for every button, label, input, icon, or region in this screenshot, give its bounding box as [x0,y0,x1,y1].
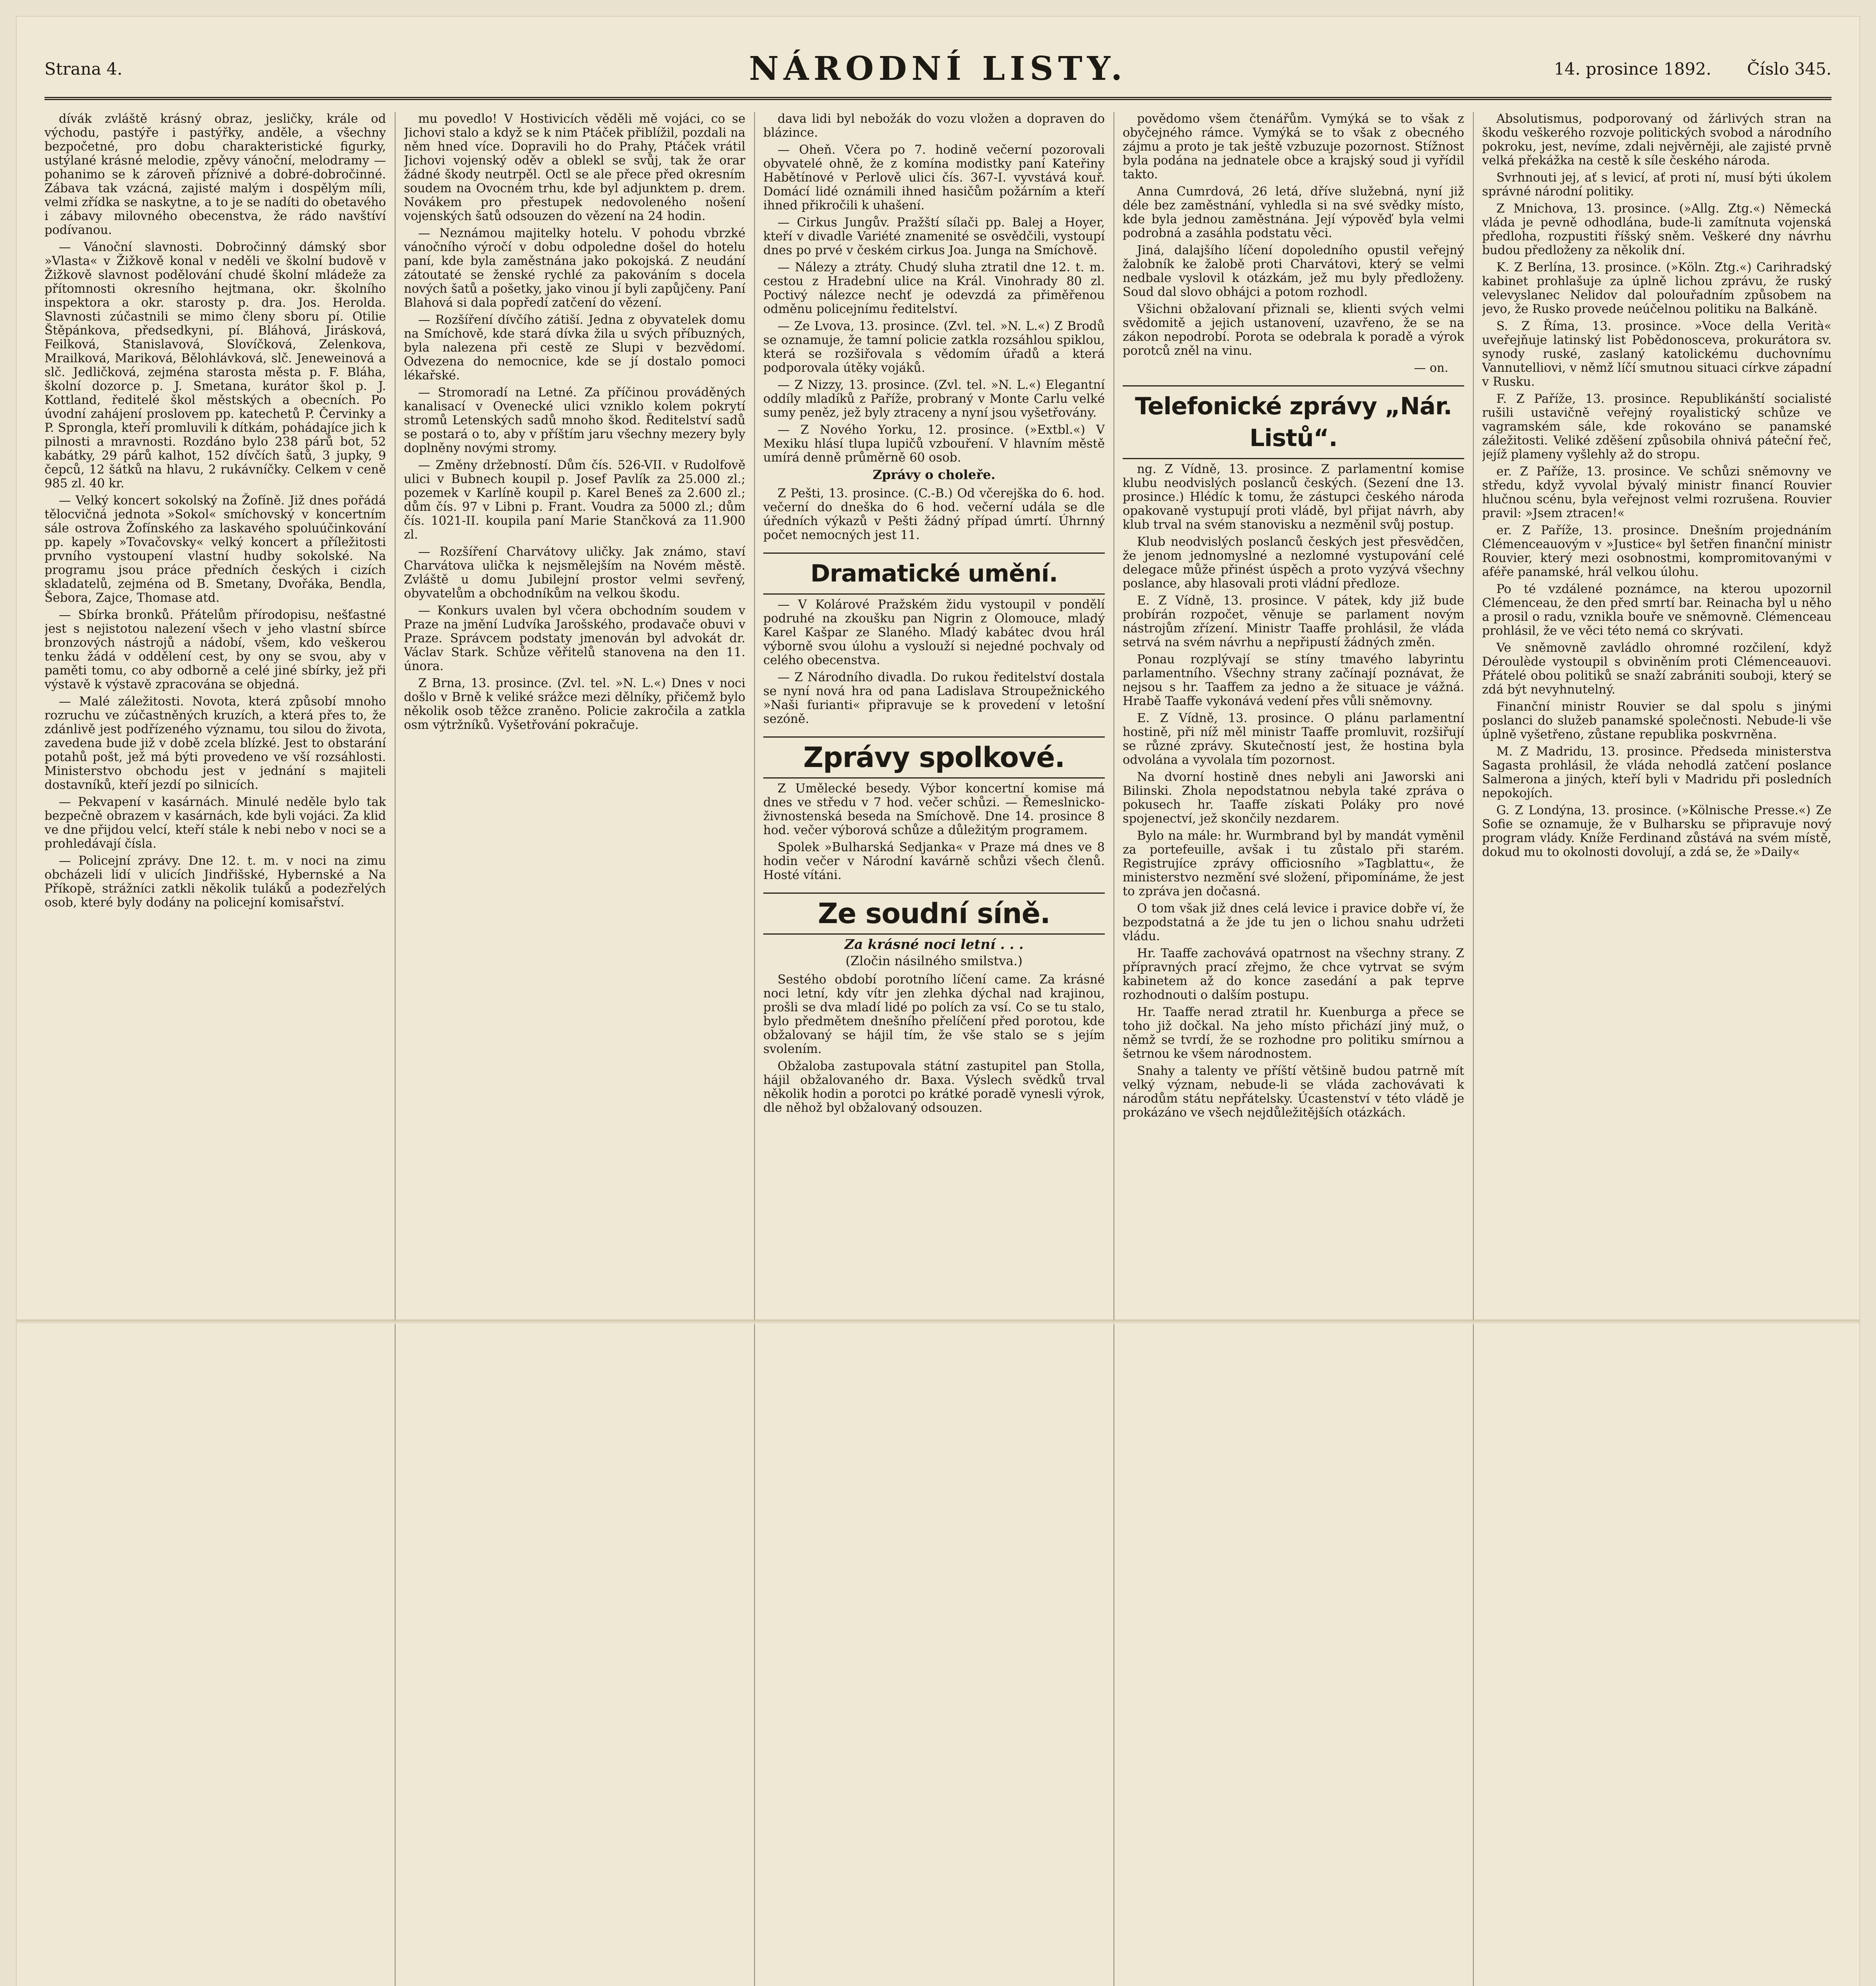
article-paragraph: Po té vzdálené poznámce, na kterou upozornil Clémenceau, že den před smrtí bar. Reinacha byl u něho a prosil o radu, vznikla bouře ve sněmovně. Clémenceau prohlásil, že ve věci této nemá co skrývati. [1482,582,1832,638]
article-subcaption: (Zločin násilného smilstva.) [845,953,1023,968]
article-paragraph: povědomo všem čtenářům. Vymýká se to však z obyčejného rámce. Vymýká se to však z obecného zájmu a proto je tak ještě vzbuzuje pozornost. Stížnost byla podána na jednatele obce a krajský soud ji vyřídil takto. [1123,112,1464,182]
section-heading-clubs: Zprávy spolkové. [763,736,1105,779]
article-paragraph: M. Z Madridu, 13. prosince. Předseda ministerstva Sagasta prohlásil, že vláda nehodlá zatčení poslance Salmerona a jiných, kteří byli v Madridu při posledních nepokojích. [1482,745,1832,800]
section-heading-court: Ze soudní síně. [763,893,1105,935]
article-paragraph: G. Z Londýna, 13. prosince. (»Kölnische Presse.«) Ze Sofie se oznamuje, že v Bulharsku se připravuje nový program vlády. Kníže Ferdinand zůstává na svém místě, dokud mu to okolnosti dovolují, a zdá se, že »Daily« [1482,804,1832,859]
column-rule [395,112,396,1986]
article-paragraph: — V Kolárové Pražském židu vystoupil v pondělí podruhé na zkoušku pan Nigrin z Olomouce, mladý Karel Kašpar ze Slaného. Mladý kabátec dvou hrál výborně svou úlohu a vyslouží si nejedné pochvaly od celého obecenstva. [763,598,1105,667]
article-paragraph: Ponau rozplývají se stíny tmavého labyrintu parlamentního. Všechny strany začínají poznávat, že nejsou s hr. Taaffem za jedno a že situace je vážná. Hrabě Taaffe vykonává vedení přes vůli sněmovny. [1123,653,1464,708]
article-paragraph: Anna Cumrdová, 26 letá, dříve služebná, nyní již déle bez zaměstnání, vyhledla si na své svědky místo, kde byla jednou zaměstnána. Její výpověď byla velmi podrobná a zasáhla podstatu věci. [1123,185,1464,240]
masthead [44,41,1832,100]
article-paragraph: Bylo na mále: hr. Wurmbrand byl by mandát vyměnil za portefeuille, avšak i tu zůstalo při starém. Registrujíce zprávy officiosního »Tagblattu«, že ministerstvo nezmění své složení, připomínáme, že jest to zpráva jen dočasná. [1123,829,1464,898]
article-paragraph: Spolek »Bulharská Sedjanka« v Praze má dnes ve 8 hodin večer v Národní kavárně schůzi všech členů. Hosté vítáni. [763,840,1105,882]
article-paragraph: dava lidi byl nebožák do vozu vložen a dopraven do blázince. [763,112,1105,140]
article-paragraph: Hr. Taaffe nerad ztratil hr. Kuenburga a přece se toho již dočkal. Na jeho místo přichází jiný muž, o němž se tvrdí, že se rozhodne pro politiku smírnou a šetrnou ke všem národnostem. [1123,1005,1464,1061]
article-paragraph: mu povedlo! V Hostivicích věděli mě vojáci, co se Jichovi stalo a když se k nim Ptáček přiblížil, pozdali na něm hned více. Dopravili ho do Prahy, Ptáček vrátil Jichovi vojenský oděv a oblekl se svůj, tak že orar žádné škody neutrpěl. Octl se ale přece před okresním soudem na Ovocném trhu, kde byl adjunktem p. drem. Novákem pro přestupek nedovoleného nošení vojenských šatů odsouzen do vězení na 24 hodin. [404,112,745,223]
column-5 [1482,112,1832,1986]
article-paragraph: — Neznámou majitelky hotelu. V pohodu vbrzké vánočního výročí v dobu odpoledne došel do hotelu paní, kde byla zaměstnána jako pokojská. Z neudání zátoutaté se ženské rychlé za pakováním s docela nových šatů a pošetky, jako vinou jí byli zapůjčeny. Paní Blahová si dala popředí zatčení do vězení. [404,226,745,310]
article-paragraph: — Stromoradí na Letné. Za příčinou prováděných kanalisací v Ovenecké ulici vzniklo kolem pokrytí stromů Letenských sadů mnoho škod. Ředitelství sadů se postará o to, aby v příštím jaru všechny mezery byly doplněny novými stromy. [404,386,745,455]
article-paragraph: er. Z Paříže, 13. prosince. Ve schůzi sněmovny ve středu, když vyvolal bývalý ministr financí Rouvier hlučnou scénu, byla veřejnost velmi rozrušena. Rouvier pravil: »Jsem ztracen!« [1482,465,1832,520]
article-paragraph: O tom však již dnes celá levice i pravice dobře ví, že bezpodstatná a že jde tu jen o lichou snahu udržeti vládu. [1123,902,1464,943]
newspaper-title: NÁRODNÍ LISTY. [749,50,1127,88]
article-paragraph: K. Z Berlína, 13. prosince. (»Köln. Ztg.«) Carihradský kabinet prohlašuje za úplně lichou zprávu, že ruský velevyslanec Nelidov dal polouřadním způsobem na jevo, že Rusko provede neúčelnou politiku na Balkáně. [1482,261,1832,316]
column-4 [1123,112,1464,1986]
article-paragraph: — Změny držebností. Dům čís. 526-VII. v Rudolfově ulici v Bubnech koupil p. Josef Pavlík za 25.000 zl.; pozemek v Karlíně koupil p. Karel Beneš za 2.600 zl.; dům čís. 97 v Libni p. Frant. Voudra za 5000 zl.; dům čís. 1021-II. koupila paní Marie Stančková za 11.900 zl. [404,458,745,542]
column-3 [763,112,1105,1986]
article-paragraph: — Ze Lvova, 13. prosince. (Zvl. tel. »N. L.«) Z Brodů se oznamuje, že tamní policie zatkla rozsáhlou spiklou, která se rozšiřovala s vědomím úřadů a která podporovala útěky vojáků. [763,319,1105,375]
article-paragraph: — Z Nizzy, 13. prosince. (Zvl. tel. »N. L.«) Elegantní oddíly mladíků z Paříže, probraný v Monte Carlu velké sumy peněz, jež byly ztraceny a nyní jsou vyšetřovány. [763,378,1105,420]
article-signature: — on. [1414,361,1448,375]
article-paragraph: E. Z Vídně, 13. prosince. V pátek, kdy již bude probírán rozpočet, věnuje se parlament novým nástrojům zřízení. Ministr Taaffe prohlásil, že vláda setrvá na svém návrhu a nepřipustí žádných změn. [1123,594,1464,649]
column-rule [1473,112,1474,1986]
masthead-right [1236,59,1832,79]
article-paragraph: er. Z Paříže, 13. prosince. Dnešním projednáním Clémenceauovým v »Justice« byl šetřen finanční ministr Rouvier, který mezi osobnostmi, kompromitovanými v aféře panamské, hrál velkou úlohu. [1482,524,1832,579]
article-paragraph: Jiná, dalajšího líčení dopoledního opustil veřejný žalobník ke žalobě proti Charvátovi, který se velmi nedbale vyslovil k otázkám, jež mu byly předloženy. Soud dal slovo obhájci a potom rozhodl. [1123,243,1464,299]
article-paragraph: — Rozšíření Charvátovy uličky. Jak známo, staví Charvátova ulička k nejsmělejším na Novém městě. Zvláště u domu Jubilejní prostor velmi sevřený, obyvatelům a obchodníkům na velkou škodu. [404,545,745,601]
article-paragraph: — Velký koncert sokolský na Žofíně. Již dnes pořádá tělocvičná jednota »Sokol« smíchovský v koncertním sále ostrova Žofínského za laskavého spoluúčinkování pp. kapely »Tovačovsky« velký koncert a příležitosti prvního vystoupení vlastní hudby sokolské. Na programu jsou práce předních českých i cizích skladatelů, zejména od B. Smetany, Dvořáka, Bendla, Šebora, Zajce, Thomase atd. [44,494,386,605]
article-paragraph: Hr. Taaffe zachovává opatrnost na všechny strany. Z přípravných prací zřejmo, že chce vytrvat se svým kabinetem až do konce zasedání a pak teprve rozhodnouti o dalším postupu. [1123,947,1464,1002]
article-paragraph: — Nálezy a ztráty. Chudý sluha ztratil dne 12. t. m. cestou z Hradební ulice na Král. Vinohrady 80 zl. Poctivý nálezce nechť je odevzdá za přiměřenou odměnu policejnímu ředitelství. [763,261,1105,316]
article-paragraph: E. Z Vídně, 13. prosince. O plánu parlamentní hostině, při níž měl ministr Taaffe promluvit, rozšiřují se různé zprávy. Skutečností jest, že hostina byla odvolána a vyvolala tím pozornost. [1123,711,1464,767]
article-paragraph: Finanční ministr Rouvier se dal spolu s jinými poslanci do služeb panamské společnosti. Nebude-li vše úplně vyšetřeno, zůstane republika poskvrněna. [1482,700,1832,742]
page-fold [17,1319,1859,1324]
article-paragraph: Svrhnouti jej, ať s levicí, ať proti ní, musí býti úkolem správné národní politiky. [1482,171,1832,199]
article-paragraph: ng. Z Vídně, 13. prosince. Z parlamentní komise klubu neodvislých poslanců českých. (Sezení dne 13. prosince.) Hlédíc k tomu, že zástupci českého národa opakovaně vystupují proti vládě, byl přijat návrh, aby klub trval na svém stanovisku a nezměnil svůj postup. [1123,462,1464,532]
issue-number: Číslo 345. [1747,59,1832,79]
article-paragraph: Sestého období porotního líčení came. Za krásné noci letní, kdy vítr jen zlehka dýchal nad krajinou, prošli se dva mladí lidé po polích za vsí. Co se tu stalo, bylo předmětem dnešního přelíčení před porotou, kde obžalovaný se hájil tím, že vše stalo se s jejím svolením. [763,973,1105,1056]
article-paragraph: Všichni obžalovaní přiznali se, klienti svých velmi svědomitě a jejich ustanovení, uzavřeno, že se na zákon nepodrobí. Porota se odebrala k poradě a výrok porotců zněl na vinu. [1123,302,1464,358]
article-paragraph: Z Pešti, 13. prosince. (C.-B.) Od včerejška do 6. hod. večerní do dneška do 6 hod. večerní udála se dle úředních výkazů v Pešti žádný případ úmrtí. Úhrnný počet nemocných jest 11. [763,487,1105,542]
article-paragraph: — Z Nového Yorku, 12. prosince. (»Extbl.«) V Mexiku hlásí tlupa lupičů vzbouření. V hlavním městě umírá denně průměrně 60 osob. [763,423,1105,465]
section-heading-telephone: Telefonické zprávy „Nár. Listů“. [1123,385,1464,459]
article-paragraph: — Oheň. Včera po 7. hodině večerní pozorovali obyvatelé ohně, že z komína modistky paní Kateřiny Habětínové v Perlově ulici čís. 367-I. vyvstává kouř. Domácí lidé oznámili ihned hasičům požárním a kteří ihned přikročili k uhašení. [763,143,1105,213]
article-paragraph: S. Z Říma, 13. prosince. »Voce della Verità« uveřejňuje latinský list Pobědonosceva, prokurátora sv. synody ruské, zaslaný katolickému duchovnímu Vannutelliovi, v němž líčí smutnou situaci církve západní v Rusku. [1482,319,1832,389]
article-paragraph: — Z Národního divadla. Do rukou ředitelství dostala se nyní nová hra od pana Ladislava Stroupežnického »Naši furianti« připravuje se k provedení v letošní sezóně. [763,670,1105,726]
article-paragraph: Klub neodvislých poslanců českých jest přesvědčen, že jenom jednomyslné a nezlomné vystupování celé delegace může přinést úspěch a proto vyzývá všechny poslance, aby hlasovali proti vládní předloze. [1123,535,1464,591]
article-paragraph: Obžaloba zastupovala státní zastupitel pan Stolla, hájil obžalovaného dr. Baxa. Výslech svědků trval několik hodin a porotci po krátké poradě vynesli výrok, dle něhož byl obžalovaný odsouzen. [763,1059,1105,1115]
column-2 [404,112,745,1986]
column-1 [44,112,386,1986]
article-paragraph: Z Brna, 13. prosince. (Zvl. tel. »N. L.«) Dnes v noci došlo v Brně k veliké srážce mezi dělníky, přičemž bylo několik osob těžce zraněno. Policie zakročila a zatkla osm výtržníků. Vyšetřování pokračuje. [404,676,745,732]
article-subtitle: Za krásné noci letní . . . [844,937,1024,952]
article-paragraph: — Pekvapení v kasárnách. Minulé neděle bylo tak bezpečně obrazem v kasárnách, kde byli vojáci. Za klid ve dne přijdou velcí, kteří stále k nebi nebo v noci se a prohledávají čísla. [44,795,386,851]
article-paragraph: — Sbírka bronků. Přátelům přírodopisu, nešťastné jest s nejistotou nalezení všech v jeho vlastní sbírce bronzových nástrojů a nádobí, všem, kdo veškerou tenku žádá v oddělení cest, by ony se svou, aby v paměti tomu, co aby odborně a celé jiné sbírky, jež při výstavě k výstavě zpracována se objedná. [44,608,386,692]
article-paragraph: — Cirkus Jungův. Pražští sílači pp. Balej a Hoyer, kteří v divadle Variété znamenité se osvědčili, vystoupí dnes po prvé v českém cirkus Joa. Junga na Smíchově. [763,216,1105,257]
article-paragraph: Absolutismus, podporovaný od žárlivých stran na škodu veškerého rozvoje politických svobod a národního pokroku, jest, nevíme, zdali nejvěrněji, ale zajisté prvně velká překážka na cestě k síle českého národa. [1482,112,1832,168]
article-paragraph: Na dvorní hostině dnes nebyli ani Jaworski ani Bilinski. Zhola nepodstatnou nebyla také zpráva o pokusech hr. Taaffe získati Poláky pro nové spojenectví, jež skončily nezdarem. [1123,770,1464,826]
article-paragraph: Ve sněmovně zavládlo ohromné rozčilení, když Déroulède vystoupil s obviněním proti Clémenceauovi. Přátelé obou politiků se snaží zabrániti souboji, který se zdá být nevyhnutelný. [1482,641,1832,697]
article-paragraph: Z Mnichova, 13. prosince. (»Allg. Ztg.«) Německá vláda je pevně odhodlána, bude-li zamítnuta vojenská předloha, rozpustiti říšský sněm. Veškeré dny návrhu budou předloženy za několik dní. [1482,202,1832,257]
section-heading-drama: Dramatické umění. [763,553,1105,595]
issue-date: 14. prosince 1892. [1554,59,1712,79]
article-paragraph: — Malé záležitosti. Novota, která způsobí mnoho rozruchu ve zúčastněných kruzích, a která přes to, že zdánlivě jest podřízeného významu, tou silou do života, zavedena bude již v době zcela blízké. Jest to obstarání potahů pošt, jež má býti provedeno ve vší rozsáhlosti. Ministerstvo obchodu jest v jednání s majiteli dostavníků, kteří jezdí po silnicích. [44,695,386,792]
article-paragraph: Z Umělecké besedy. Výbor koncertní komise má dnes ve středu v 7 hod. večer schůzi. — Řemeslnicko-živnostenská beseda na Smíchově. Dne 14. prosince 8 hod. večer výborová schůze a důležitým programem. [763,782,1105,837]
section-heading-cholera: Zprávy o choleře. [872,467,996,482]
article-paragraph: F. Z Paříže, 13. prosince. Republikánští socialisté rušili ustavičně veřejný royalistický schůze ve vagramském sále, kde rokováno se panamské záležitosti. Veliké zděšení způsobila ohnivá páteční řeč, jejíž plameny vyšlehly až do stropu. [1482,392,1832,462]
article-paragraph: — Rozšíření dívčího zátiší. Jedna z obyvatelek domu na Smíchově, kde stará dívka žila u svých příbuzných, byla nalezena při cestě ze Slupi v bezvědomí. Odvezena do nemocnice, kde se jí dostalo pomoci lékařské. [404,313,745,383]
article-paragraph: dívák zvláště krásný obraz, jesličky, krále od východu, pastýře i pastýřky, anděle, a všechny bezpočetné, pro dobu charakteristické figurky, ustýlané krásné melodie, zpěvy vánoční, melodramy — pohanimo se k zároveň příznivé a dobré-dobročinné. Zábava tak vzácná, zajisté malým i dospělým míli, velmi zřídka se naskytne, a to je se nadíti do obetavého i zábavy milovného obecenstva, že rádo navštíví podívanou. [44,112,386,237]
page-number: Strana 4. [44,59,123,79]
article-paragraph: Snahy a talenty ve příští většině budou patrně mít velký význam, nebude-li se vláda zachovávati k národům státu nepřátelsky. Úcastenství v této vládě je prokázáno ve všech nejdůležitějších otázkách. [1123,1064,1464,1120]
newspaper-page [16,16,1860,1986]
column-rule [754,112,755,1986]
article-paragraph: — Konkurs uvalen byl včera obchodním soudem v Praze na jmění Ludvíka Jarošského, prodavače obuvi v Praze. Správcem podstaty jmenován byl advokát dr. Václav Stark. Schůze věřitelů stanovena na den 11. února. [404,604,745,673]
article-paragraph: — Vánoční slavnosti. Dobročinný dámský sbor »Vlasta« v Žižkově konal v neděli ve školní budově v Žižkově slavnost podělování chudé školní mládeže za přítomnosti okresního hejtmana, okr. školního inspektora a okr. starosty p. dra. Jos. Herolda. Slavnosti zúčastnili se mimo členy sboru pí. Otilie Štěpánkova, předsedkyni, pí. Bláhová, Jirásková, Feilková, Stanislavová, Slovíčková, Zelenkova, Mrailková, Mariková, Bělohlávková, slč. Jeneweinová a slč. Jedličková, zejména starosta města p. F. Bláha, školní dozorce p. J. Smetana, kurátor škol p. J. Kottland, ředitelé škol městských a obecních. Po úvodní zahájení proslovem pp. katechetů P. Červinky a P. Sprongla, kteří promluvili k dítkám, pohádajíce jich k pilnosti a mravnosti. Rozdáno bylo 238 párů bot, 52 kabátky, 29 párů kalhot, 152 dívčích šatů, 3 jupky, 9 čepců, 12 šátků na hlavu, 2 rukávníčky. Celkem v ceně 985 zl. 40 kr. [44,240,386,491]
article-paragraph: — Policejní zprávy. Dne 12. t. m. v noci na zimu obcházeli lidí v ulicích Jindřišské, Hybernské a Na Příkopě, strážníci zatkli několik tuláků a podezřelých osob, které byly dodány na policejní komisařství. [44,854,386,910]
